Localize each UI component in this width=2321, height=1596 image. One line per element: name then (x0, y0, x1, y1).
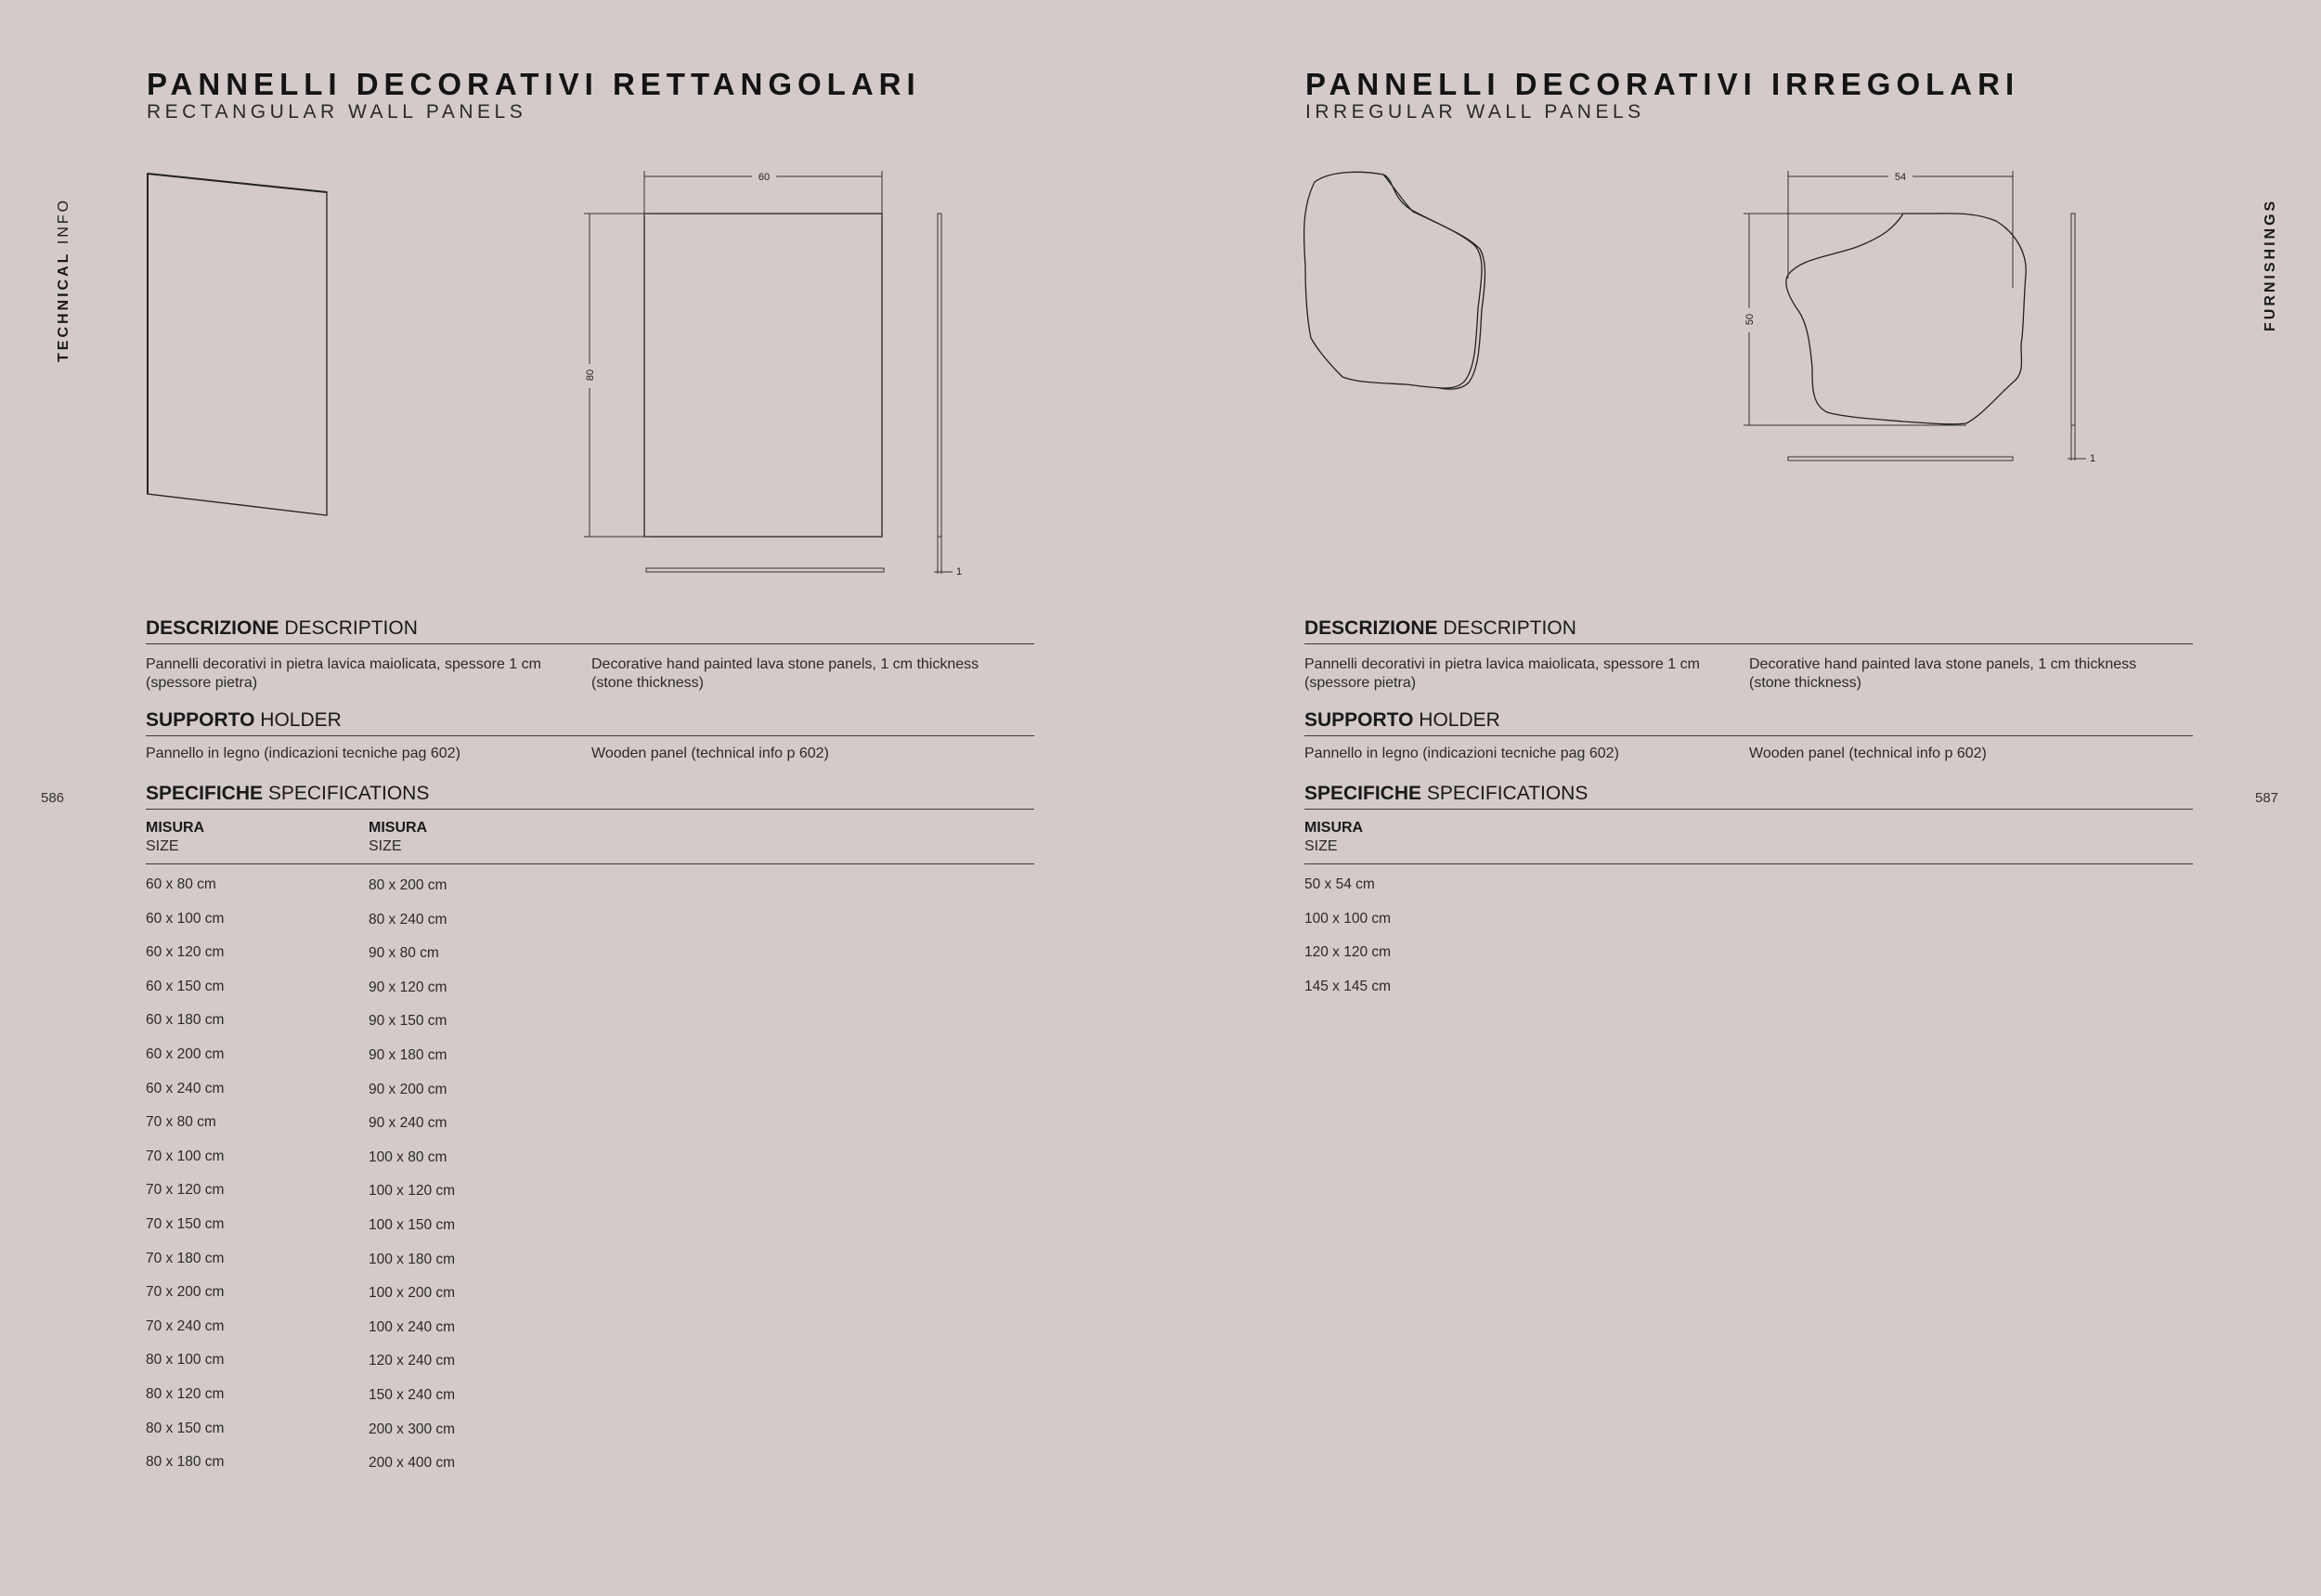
size-list-col2 (369, 876, 455, 1488)
description-english: Decorative hand painted lava stone panels, 1 cm thickness (stone thickness) (591, 656, 979, 691)
description-italian: Pannelli decorativi in pietra lavica maiolicata, spessore 1 cm (spessore pietra) (146, 656, 541, 691)
size-item: 60 x 240 cm (146, 1080, 225, 1096)
size-item: 60 x 150 cm (146, 978, 225, 994)
size-item: 200 x 300 cm (369, 1421, 456, 1437)
size-item: 90 x 80 cm (369, 945, 439, 962)
size-item: 90 x 120 cm (369, 979, 447, 995)
description-heading: DESCRIZIONE DESCRIPTION (1304, 617, 2193, 644)
page-number: 586 (41, 790, 65, 806)
size-item: 90 x 180 cm (369, 1046, 447, 1063)
size-item: 80 x 120 cm (146, 1385, 225, 1402)
right-page (1160, 0, 2321, 1596)
size-column-header-1: MISURA SIZE (146, 820, 205, 854)
size-list-col1 (146, 876, 224, 1487)
size-item: 70 x 200 cm (146, 1284, 225, 1301)
page-subtitle: RECTANGULAR WALL PANELS (147, 101, 527, 123)
width-dimension: 54 (1894, 172, 1907, 183)
holder-heading: SUPPORTO HOLDER (146, 709, 1034, 736)
size-list-col1 (1304, 876, 1391, 1011)
thickness-dimension: 1 (2090, 453, 2096, 464)
size-item: 60 x 200 cm (146, 1045, 225, 1062)
size-item: 70 x 180 cm (146, 1250, 225, 1266)
holder-italian: Pannello in legno (indicazioni tecniche pag 602) (146, 746, 460, 761)
size-item: 60 x 180 cm (146, 1012, 225, 1029)
page-subtitle: IRREGULAR WALL PANELS (1305, 101, 1645, 123)
width-dimension: 60 (758, 172, 771, 183)
panel-front-drawing (0, 0, 1160, 594)
specifications-heading: SPECIFICHE SPECIFICATIONS (146, 783, 1034, 810)
page-number: 587 (2255, 790, 2279, 806)
specs-rule (1304, 863, 2193, 864)
size-item: 150 x 240 cm (369, 1386, 456, 1403)
irregular-front-drawing (1160, 0, 2321, 594)
size-item: 90 x 150 cm (369, 1013, 447, 1030)
holder-italian: Pannello in legno (indicazioni tecniche pag 602) (1304, 746, 1619, 761)
size-item: 120 x 120 cm (1304, 944, 1392, 961)
size-item: 100 x 240 cm (369, 1318, 456, 1335)
height-dimension: 80 (585, 369, 596, 382)
size-item: 60 x 80 cm (146, 876, 216, 892)
size-item: 80 x 180 cm (146, 1454, 225, 1471)
size-item: 100 x 150 cm (369, 1216, 456, 1233)
size-item: 120 x 240 cm (369, 1353, 456, 1369)
size-item: 200 x 400 cm (369, 1455, 456, 1472)
size-item: 60 x 120 cm (146, 944, 225, 961)
holder-heading: SUPPORTO HOLDER (1304, 709, 2193, 736)
size-item: 80 x 100 cm (146, 1352, 225, 1369)
holder-english: Wooden panel (technical info p 602) (1749, 746, 1987, 761)
size-item: 90 x 200 cm (369, 1081, 447, 1097)
size-item: 80 x 200 cm (369, 877, 447, 893)
page-title: PANNELLI DECORATIVI RETTANGOLARI (147, 67, 921, 101)
size-item: 100 x 80 cm (369, 1148, 447, 1165)
description-english: Decorative hand painted lava stone panels, 1 cm thickness (stone thickness) (1749, 656, 2137, 691)
size-item: 60 x 100 cm (146, 910, 225, 927)
size-item: 50 x 54 cm (1304, 876, 1375, 892)
size-item: 145 x 145 cm (1304, 978, 1392, 994)
height-dimension: 50 (1744, 313, 1756, 326)
size-item: 100 x 180 cm (369, 1251, 456, 1267)
size-item: 70 x 80 cm (146, 1114, 216, 1131)
size-item: 100 x 120 cm (369, 1183, 456, 1200)
size-item: 80 x 240 cm (369, 911, 447, 928)
size-item: 70 x 240 cm (146, 1317, 225, 1334)
description-italian: Pannelli decorativi in pietra lavica maiolicata, spessore 1 cm (spessore pietra) (1304, 656, 1700, 691)
size-item: 90 x 240 cm (369, 1115, 447, 1132)
thickness-dimension: 1 (956, 566, 963, 577)
size-item: 70 x 120 cm (146, 1182, 225, 1199)
size-item: 70 x 150 cm (146, 1215, 225, 1232)
size-item: 100 x 200 cm (369, 1285, 456, 1302)
left-page (0, 0, 1160, 1596)
size-item: 80 x 150 cm (146, 1420, 225, 1436)
page-title: PANNELLI DECORATIVI IRREGOLARI (1305, 67, 2020, 101)
side-label-right: FURNISHINGS (2263, 198, 2278, 331)
size-column-header-2: MISURA SIZE (369, 820, 428, 854)
description-heading: DESCRIZIONE DESCRIPTION (146, 617, 1034, 644)
side-label: TECHNICAL INFO (56, 197, 71, 362)
size-column-header-1: MISURA SIZE (1304, 820, 1364, 854)
specifications-heading: SPECIFICHE SPECIFICATIONS (1304, 783, 2193, 810)
size-item: 70 x 100 cm (146, 1148, 225, 1164)
holder-english: Wooden panel (technical info p 602) (591, 746, 829, 761)
specs-rule (146, 863, 1034, 864)
size-item: 100 x 100 cm (1304, 910, 1392, 927)
